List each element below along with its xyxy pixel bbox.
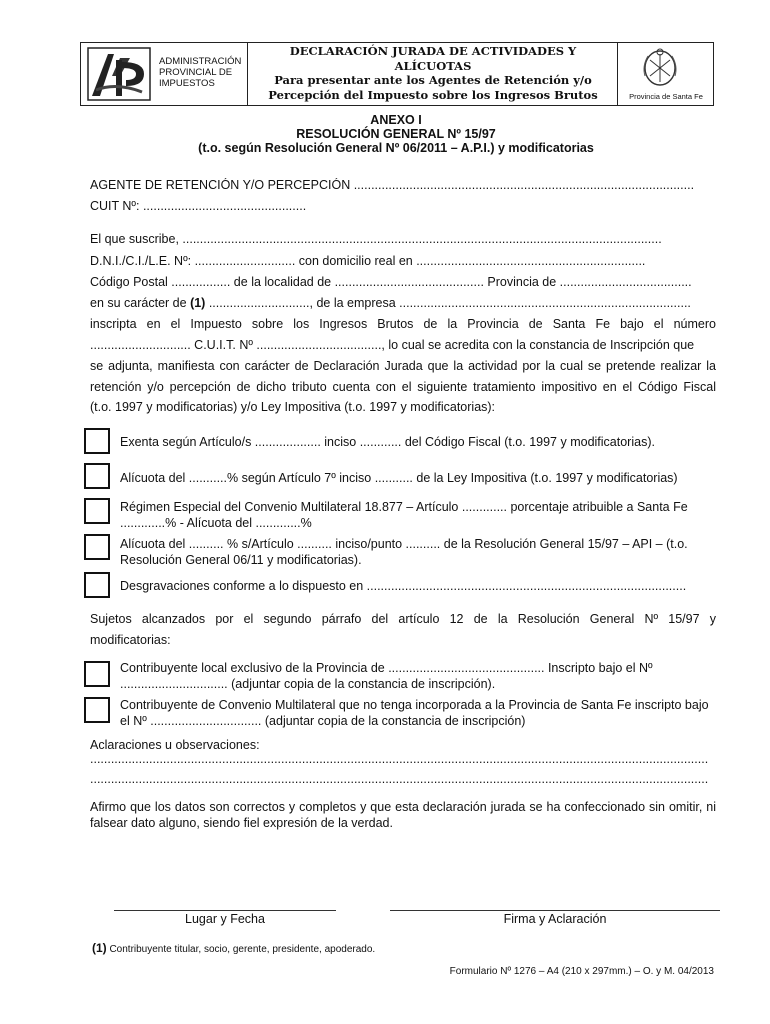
option-contribuyente-local: Contribuyente local exclusivo de la Provincia de ............................................. Inscripto bajo el Nº ............................... (adjuntar copia de la constancia de inscripción).	[120, 661, 653, 691]
option-alicuota-resolucion: Alícuota del .......... % s/Artículo .......... inciso/punto .......... de la Resolución General 15/97 – API – (t.o. Resolución General 06/11 y modificatorias).	[120, 537, 688, 567]
title-line: DECLARACIÓN JURADA DE ACTIVIDADES Y	[289, 44, 577, 58]
title-line: Para presentar ante los Agentes de Retención y/o	[274, 73, 592, 87]
remarks-line[interactable]: ..................................................................................................................................................................................	[90, 752, 709, 766]
checkbox-alicuota[interactable]	[84, 463, 110, 489]
resolution-subtitle: (t.o. según Resolución General Nº 06/2011 – A.P.I.) y modificatorias	[198, 141, 594, 155]
checkbox-exenta[interactable]	[84, 428, 110, 454]
place-date-line[interactable]	[114, 910, 336, 911]
capacity-prefix: en su carácter de	[90, 296, 191, 310]
checkbox-alicuota-resolucion[interactable]	[84, 534, 110, 560]
subjects-text: Sujetos alcanzados por el segundo párrafo del artículo 12 de la Resolución General Nº 15/97 y	[90, 612, 716, 626]
subjects-text: modificatorias:	[90, 633, 171, 647]
body-text: inscripta en el Impuesto sobre los Ingresos Brutos de la Provincia de Santa Fe bajo el número	[90, 317, 716, 331]
org-line: PROVINCIAL DE	[159, 67, 233, 78]
signer-field[interactable]: El que suscribe, ..........................................................................................................................................	[90, 232, 662, 246]
footnote-ref: (1)	[190, 296, 206, 310]
option-convenio-multilateral: Contribuyente de Convenio Multilateral que no tenga incorporada a la Provincia de Santa Fe inscripto bajo el Nº ................................ (adjuntar copia de la constancia de inscripción)	[120, 698, 709, 728]
footnote-text: Contribuyente titular, socio, gerente, presidente, apoderado.	[106, 944, 376, 955]
checkbox-contribuyente-local[interactable]	[84, 661, 110, 687]
body-text: (t.o. 1997 y modificatorias) y/o Ley Impositiva (t.o. 1997 y modificatorias):	[90, 400, 496, 414]
registration-cuit-field[interactable]: ............................. C.U.I.T. Nº ...................................., lo cual se acredita con la constancia de Inscripción que	[90, 338, 695, 352]
checkbox-regimen-especial[interactable]	[84, 498, 110, 524]
company-field: ............................., de la empresa ....................................................................................	[205, 296, 691, 310]
title-line: ALÍCUOTAS	[394, 58, 472, 73]
capacity-company-field[interactable]	[90, 296, 716, 310]
postal-locality-field[interactable]: Código Postal ................. de la localidad de ........................................... Provincia de ......................................	[90, 275, 692, 289]
annex-title: ANEXO I	[370, 113, 422, 127]
title-line: Percepción del Impuesto sobre los Ingresos Brutos	[268, 87, 598, 102]
option-regimen-especial: Régimen Especial del Convenio Multilateral 18.877 – Artículo ............. porcentaje atribuible a Santa Fe .............% - Alícuota del .............%	[120, 500, 688, 530]
agent-field[interactable]: AGENTE DE RETENCIÓN Y/O PERCEPCIÓN ..................................................................................................	[90, 178, 695, 192]
place-date-label: Lugar y Fecha	[185, 912, 265, 926]
affirmation-text: Afirmo que los datos son correctos y completos y que esta declaración jurada se ha confeccionado sin omitir, ni falsear dato alguno, siendo fiel expresión de la verdad.	[90, 800, 716, 830]
option-exenta: Exenta según Artículo/s ................... inciso ............ del Código Fiscal (t.o. 1997 y modificatorias).	[120, 435, 655, 449]
checkbox-desgravaciones[interactable]	[84, 572, 110, 598]
option-desgravaciones: Desgravaciones conforme a lo dispuesto en ............................................................................................	[120, 579, 687, 593]
body-text: retención y/o percepción de dicho tributo cuenta con el siguiente tratamiento impositivo en el Código Fiscal	[90, 380, 716, 394]
api-logo-icon	[86, 46, 152, 102]
header-divider	[617, 42, 618, 106]
body-text: se adjunta, manifiesta con carácter de Declaración Jurada que la actividad por la cual se pretende realizar la	[90, 359, 716, 373]
checkbox-convenio-multilateral[interactable]	[84, 697, 110, 723]
header-divider	[247, 42, 248, 106]
footnote-mark: (1)	[92, 941, 107, 955]
signature-line[interactable]	[390, 910, 720, 911]
province-label: Provincia de Santa Fe	[629, 92, 703, 101]
org-line: IMPUESTOS	[159, 78, 215, 89]
organization-name	[159, 56, 241, 89]
cuit-field[interactable]: CUIT Nº: ...............................................	[90, 199, 307, 213]
resolution-title: RESOLUCIÓN GENERAL Nº 15/97	[296, 127, 496, 141]
form-title	[250, 44, 616, 102]
remarks-label: Aclaraciones u observaciones:	[90, 738, 260, 752]
option-alicuota: Alícuota del ...........% según Artículo 7º inciso ........... de la Ley Impositiva (t.o. 1997 y modificatorias)	[120, 471, 678, 485]
signature-label: Firma y Aclaración	[503, 912, 607, 926]
remarks-line[interactable]: ..................................................................................................................................................................................	[90, 772, 709, 786]
org-line: ADMINISTRACIÓN	[159, 56, 242, 67]
province-crest-icon	[640, 46, 680, 88]
form-identifier: Formulario Nº 1276 – A4 (210 x 297mm.) – O. y M. 04/2013	[449, 966, 714, 977]
dni-address-field[interactable]: D.N.I./C.I./L.E. Nº: ............................. con domicilio real en ..................................................................	[90, 254, 646, 268]
footnote	[92, 941, 375, 955]
